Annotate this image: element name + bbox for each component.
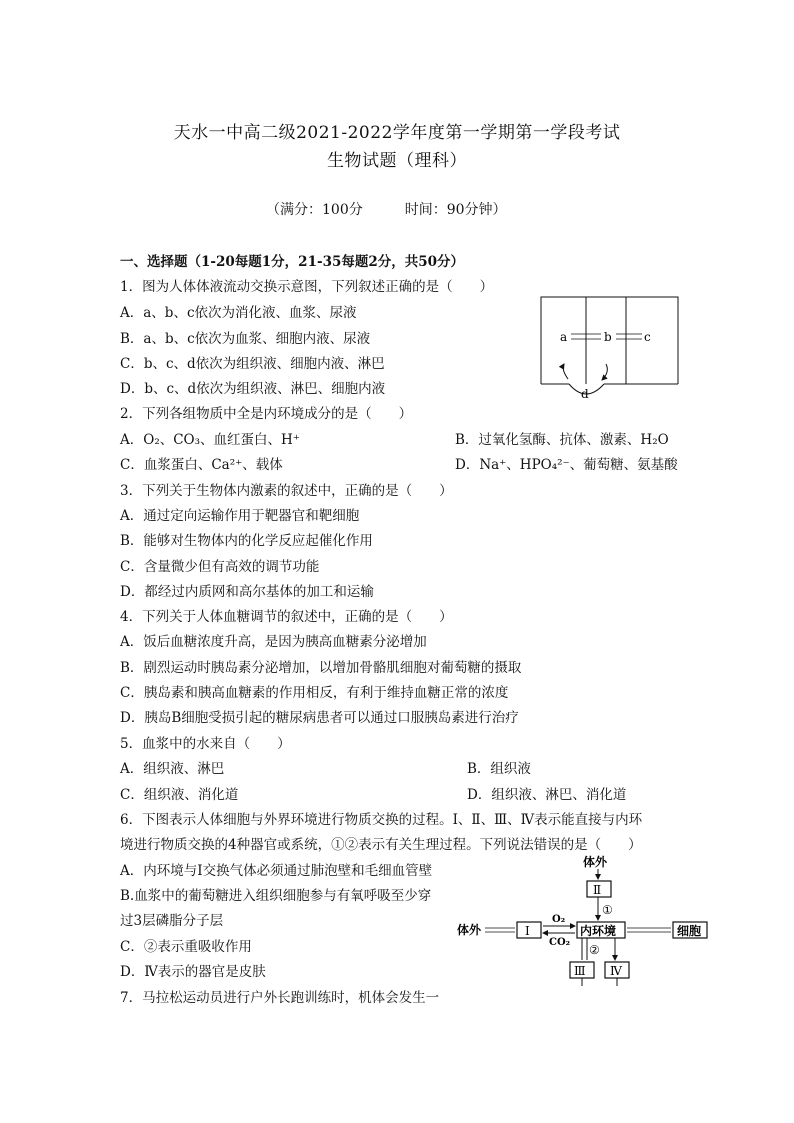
q6-internal-environment: 内环境 <box>580 924 617 938</box>
q4-option-c: C．胰岛素和胰高血糖素的作用相反，有利于维持血糖正常的浓度 <box>120 685 509 701</box>
section-heading: 一、选择题（1-20每题1分，21-35每题2分，共50分） <box>120 254 465 270</box>
q3-stem: 3．下列关于生物体内激素的叙述中，正确的是（ ） <box>120 483 453 499</box>
q6-box-I: Ⅰ <box>525 924 530 938</box>
q7-stem: 7．马拉松运动员进行户外长跑训练时，机体会发生一 <box>120 990 440 1006</box>
q3-option-b: B．能够对生物体内的化学反应起催化作用 <box>120 533 373 549</box>
q4-option-a: A．饭后血糖浓度升高，是因为胰高血糖素分泌增加 <box>120 634 427 650</box>
q3-option-c: C．含量微少但有高效的调节功能 <box>120 559 320 575</box>
q3-option-a: A．通过定向运输作用于靶器官和靶细胞 <box>120 508 360 524</box>
q6-process-2: ② <box>589 943 600 957</box>
exam-meta: （满分：100分 时间：90分钟） <box>266 202 507 218</box>
q4-stem: 4．下列关于人体血糖调节的叙述中，正确的是（ ） <box>120 609 453 625</box>
q1-label-a: a <box>560 330 568 344</box>
q6-label-o2: O₂ <box>552 914 566 925</box>
q5-option-b: B．组织液 <box>467 761 531 777</box>
q6-option-b-line2: 过3层磷脂分子层 <box>120 913 224 929</box>
q6-exchange-diagram <box>455 852 711 988</box>
q2-option-d: D．Na⁺、HPO₄²⁻、葡萄糖、氨基酸 <box>455 457 678 473</box>
page-subtitle: 生物试题（理科） <box>327 151 467 171</box>
q1-body-fluid-diagram <box>536 294 682 402</box>
q1-option-a: A．a、b、c依次为消化液、血浆、尿液 <box>120 305 357 321</box>
q2-option-b: B．过氧化氢酶、抗体、激素、H₂O <box>455 432 669 448</box>
q6-outside-top: 体外 <box>583 855 608 869</box>
q2-option-c: C．血浆蛋白、Ca²⁺、载体 <box>120 457 283 473</box>
q6-cell: 细胞 <box>677 924 702 938</box>
q2-option-a: A．O₂、CO₃、血红蛋白、H⁺ <box>120 432 300 448</box>
q1-option-c: C．b、c、d依次为组织液、细胞内液、淋巴 <box>120 356 385 372</box>
q4-option-d: D．胰岛B细胞受损引起的糖尿病患者可以通过口服胰岛素进行治疗 <box>120 710 519 726</box>
q5-option-d: D．组织液、淋巴、消化道 <box>467 787 627 803</box>
q6-outside-left: 体外 <box>457 923 482 937</box>
q6-stem-line1: 6．下图表示人体细胞与外界环境进行物质交换的过程。Ⅰ、Ⅱ、Ⅲ、Ⅳ表示能直接与内环 <box>120 812 643 828</box>
q6-option-b-line1: B.血浆中的葡萄糖进入组织细胞参与有氧呼吸至少穿 <box>120 888 432 904</box>
q4-option-b: B．剧烈运动时胰岛素分泌增加，以增加骨骼肌细胞对葡萄糖的摄取 <box>120 660 522 676</box>
q1-option-b: B．a、b、c依次为血浆、细胞内液、尿液 <box>120 331 371 347</box>
q6-stem-line2: 境进行物质交换的4种器官或系统，①②表示有关生理过程。下列说法错误的是（ ） <box>120 837 642 853</box>
q1-label-c: c <box>644 330 651 344</box>
q5-option-c: C．组织液、消化道 <box>120 787 239 803</box>
q6-box-II: Ⅱ <box>593 883 602 897</box>
q1-label-b: b <box>604 330 612 344</box>
q5-option-a: A．组织液、淋巴 <box>120 761 225 777</box>
q5-stem: 5．血浆中的水来自（ ） <box>120 736 291 752</box>
q6-label-co2: CO₂ <box>549 937 571 948</box>
q2-stem: 2．下列各组物质中全是内环境成分的是（ ） <box>120 406 413 422</box>
page-title: 天水一中高二级2021-2022学年度第一学期第一学段考试 <box>173 123 621 143</box>
q3-option-d: D．都经过内质网和高尔基体的加工和运输 <box>120 584 374 600</box>
q1-stem: 1．图为人体体液流动交换示意图，下列叙述正确的是（ ） <box>120 279 494 295</box>
q6-process-1: ① <box>602 903 613 917</box>
q6-box-IV: Ⅳ <box>610 964 622 978</box>
q6-option-c: C．②表示重吸收作用 <box>120 939 252 955</box>
q1-label-d: d <box>581 387 589 401</box>
q6-option-a: A．内环境与Ⅰ交换气体必须通过肺泡壁和毛细血管壁 <box>120 863 433 879</box>
q1-option-d: D．b、c、d依次为组织液、淋巴、细胞内液 <box>120 381 386 397</box>
q6-box-III: Ⅲ <box>574 964 586 978</box>
q6-option-d: D．Ⅳ表示的器官是皮肤 <box>120 964 266 980</box>
